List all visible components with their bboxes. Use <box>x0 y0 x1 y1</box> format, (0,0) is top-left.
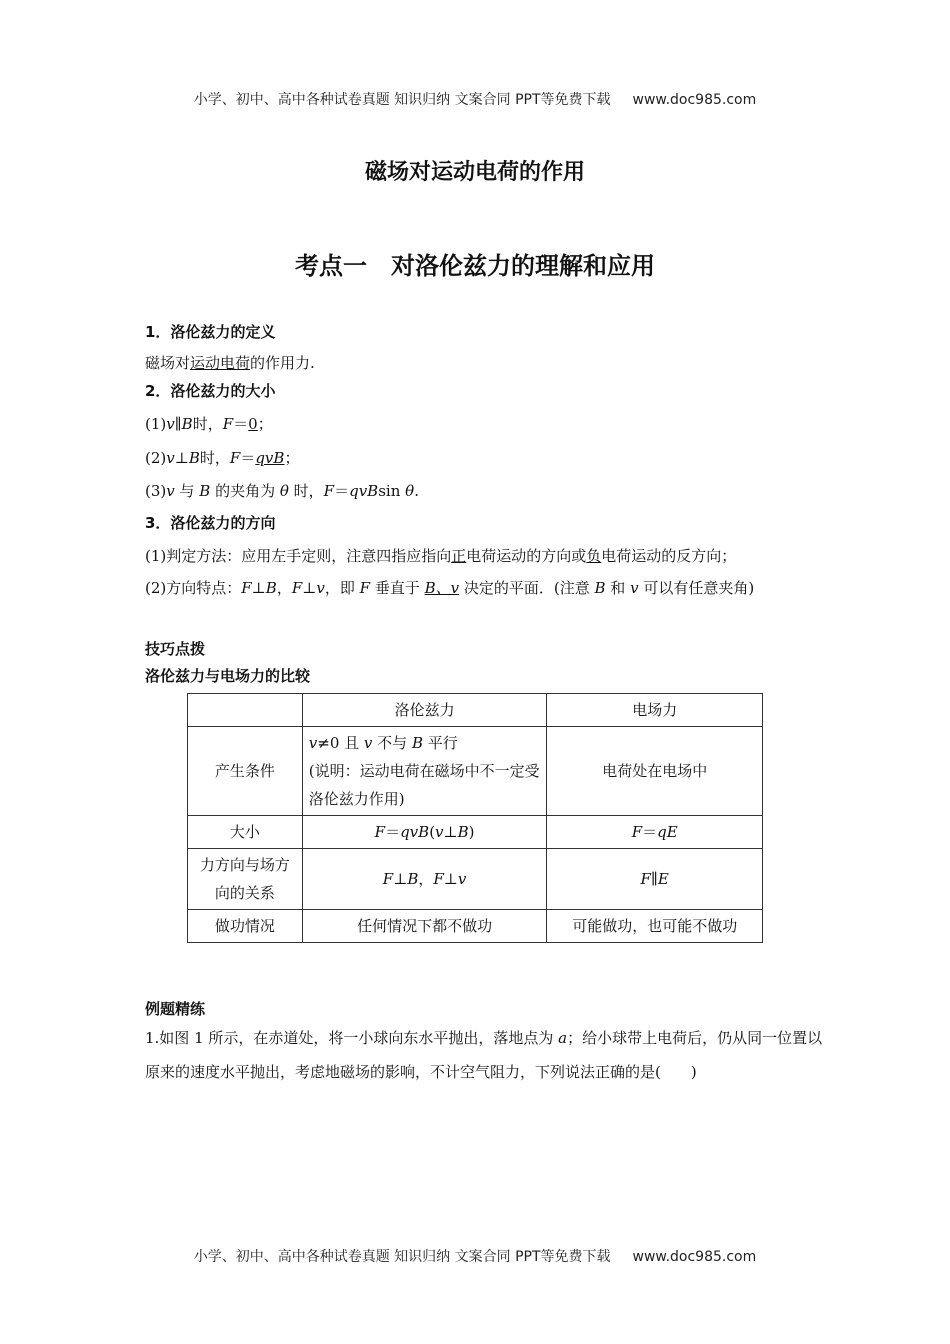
r1-B: B <box>411 734 423 752</box>
row-label: 大小 <box>188 816 303 849</box>
r2-perp: ⊥ <box>443 823 458 841</box>
r3-p2: ⊥ <box>443 870 458 888</box>
r3-eE: E <box>657 870 669 888</box>
s2l2-a: (2) <box>145 449 167 467</box>
s2l2-F: F <box>229 449 241 467</box>
s2-heading: 2．洛伦兹力的大小 <box>145 382 276 400</box>
s3-line1 <box>145 545 825 567</box>
s3l2-p3: ⊥ <box>302 579 317 597</box>
table-header-cell <box>188 694 303 727</box>
page-footer <box>0 1246 950 1266</box>
s3l2-B1: B <box>265 579 277 597</box>
s2l2-b: ⊥ <box>174 449 189 467</box>
document-title: 磁场对运动电荷的作用 <box>364 160 585 185</box>
row-label: 产生条件 <box>188 727 303 816</box>
r1-end: 平行 <box>422 734 458 752</box>
s1-pre: 磁场对 <box>145 354 191 372</box>
s2l3-theta: θ <box>279 482 289 500</box>
example-pre: 1.如图 1 所示，在赤道处，将一小球向东水平抛出，落地点为 <box>145 1029 559 1047</box>
s1-heading: 1．洛伦兹力的定义 <box>145 323 276 341</box>
s2l3-B: B <box>199 482 211 500</box>
r1-v2: v <box>363 734 373 752</box>
lorentz-cell <box>302 816 547 849</box>
r3-c: ， <box>418 870 434 888</box>
r1-ne: ≠0 且 <box>317 734 364 752</box>
s3l2-p8: 可以有任意夹角) <box>638 579 755 597</box>
page-header <box>0 89 950 109</box>
table-row <box>188 849 763 910</box>
s2-line3 <box>145 480 825 502</box>
s3l1-c: 电荷运动的反方向； <box>601 547 737 565</box>
s2l2-eq: ＝ <box>240 449 256 467</box>
r2-eeq: ＝ <box>642 823 658 841</box>
example-a: a <box>558 1029 568 1047</box>
r2-qvB: qvB <box>400 823 430 841</box>
s3l2-p6: 决定的平面．(注意 <box>459 579 595 597</box>
s2l2-val: qvB <box>255 449 285 467</box>
s3l2-p1: ⊥ <box>251 579 266 597</box>
tips-subheading: 洛伦兹力与电场力的比较 <box>145 667 311 685</box>
table-header-cell: 电场力 <box>547 694 763 727</box>
electric-cell <box>547 816 763 849</box>
s2l1-b: ∥ <box>174 415 182 433</box>
r3-p1: ⊥ <box>393 870 408 888</box>
s2l1-eq: ＝ <box>233 415 249 433</box>
r2-eqE: qE <box>657 823 678 841</box>
r2-p1: ( <box>429 823 436 841</box>
r2-eF: F <box>631 823 643 841</box>
comparison-table <box>187 693 763 943</box>
s3l2-u: B、v <box>424 579 460 597</box>
section-title: 考点一 对洛伦兹力的理解和应用 <box>295 252 655 280</box>
s2l3-a: (3) <box>145 482 167 500</box>
row-label: 做功情况 <box>188 910 303 943</box>
footer-site[interactable]: www.doc985.com <box>632 1249 757 1265</box>
s2l3-eq: ＝ <box>334 482 350 500</box>
s2l1-c: 时， <box>192 415 223 433</box>
s2l2-c: 时， <box>199 449 230 467</box>
s3-line2 <box>145 577 825 599</box>
s2l2-B: B <box>188 449 200 467</box>
s2-line1 <box>145 413 825 435</box>
s3l1-a: (1)判定方法：应用左手定则，注意四指应指向 <box>145 547 452 565</box>
r2-F: F <box>374 823 386 841</box>
s3l2-v2: v <box>630 579 639 597</box>
electric-cell: 电荷处在电场中 <box>547 727 763 816</box>
s2l3-theta2: θ <box>405 482 415 500</box>
example-question <box>145 1021 825 1089</box>
r2-eq: ＝ <box>385 823 401 841</box>
s1-underline: 运动电荷 <box>190 354 251 372</box>
s2l1-v: v <box>166 415 175 433</box>
lorentz-note: (说明：运动电荷在磁场中不一定受洛伦兹力作用) <box>308 762 540 808</box>
s3l2-a: (2)方向特点： <box>145 579 242 597</box>
row-label: 力方向与场方向的关系 <box>188 849 303 910</box>
header-text: 小学、初中、高中各种试卷真题 知识归纳 文案合同 PPT等免费下载 <box>193 92 611 108</box>
s2l1-B: B <box>181 415 193 433</box>
s2l3-v: v <box>166 482 175 500</box>
r3-F2: F <box>433 870 444 888</box>
table-row <box>188 816 763 849</box>
r1-v: v <box>308 734 318 752</box>
s3l2-B2: B <box>594 579 606 597</box>
r3-epar: ∥ <box>650 870 658 888</box>
r2-B: B <box>457 823 469 841</box>
r3-eF: F <box>640 870 651 888</box>
s3l2-F1: F <box>241 579 252 597</box>
s2l3-d: 时， <box>288 482 324 500</box>
s2l1-end: ； <box>257 415 273 433</box>
s2l3-end: . <box>414 482 419 500</box>
table-row <box>188 910 763 943</box>
s3l1-u2: 负 <box>586 547 602 565</box>
s2l3-c: 的夹角为 <box>210 482 280 500</box>
lorentz-cell: 任何情况下都不做功 <box>302 910 547 943</box>
r3-B: B <box>407 870 419 888</box>
s3l2-p4: ，即 <box>324 579 360 597</box>
r2-p2: ) <box>468 823 475 841</box>
table-row <box>188 727 763 816</box>
s3l2-p5: 垂直于 <box>370 579 425 597</box>
lorentz-cell <box>302 849 547 910</box>
s1-post: 的作用力. <box>250 354 315 372</box>
s3l1-b: 电荷运动的方向或 <box>466 547 587 565</box>
s3l2-p7: 和 <box>605 579 631 597</box>
s3l1-u1: 正 <box>451 547 467 565</box>
example-post: ；给小球带上电荷后，仍从同一位置以原来的速度水平抛出，考虑地磁场的影响，不计空气阻力，下列说法正确的是( ) <box>145 1029 823 1081</box>
footer-text: 小学、初中、高中各种试卷真题 知识归纳 文案合同 PPT等免费下载 <box>193 1249 611 1265</box>
table-header-row <box>188 694 763 727</box>
s1-text <box>145 352 825 374</box>
s3l2-F3: F <box>359 579 371 597</box>
s3-heading: 3．洛伦兹力的方向 <box>145 514 276 532</box>
s2l1-F: F <box>222 415 234 433</box>
s2l3-F: F <box>323 482 335 500</box>
example-heading: 例题精练 <box>145 1000 206 1018</box>
s2l1-a: (1) <box>145 415 167 433</box>
s3l2-v1: v <box>316 579 325 597</box>
s2l3-sin: sin <box>378 482 406 500</box>
electric-cell <box>547 849 763 910</box>
s2-line2 <box>145 447 825 469</box>
s2l3-b: 与 <box>174 482 200 500</box>
tips-heading: 技巧点拨 <box>145 640 206 658</box>
s3l2-p2: ， <box>276 579 292 597</box>
table-header-cell: 洛伦兹力 <box>302 694 547 727</box>
s3l2-F2: F <box>291 579 303 597</box>
header-site[interactable]: www.doc985.com <box>632 92 757 108</box>
electric-cell: 可能做功，也可能不做功 <box>547 910 763 943</box>
r3-v: v <box>457 870 467 888</box>
lorentz-cell <box>302 727 547 816</box>
s2l2-end: ； <box>284 449 300 467</box>
r3-F1: F <box>382 870 394 888</box>
s2l2-v: v <box>166 449 175 467</box>
s2l3-qvB: qvB <box>349 482 379 500</box>
lorentz-condition <box>309 729 541 757</box>
s2l1-val: 0 <box>248 415 258 433</box>
r1-mid: 不与 <box>372 734 412 752</box>
r2-v: v <box>435 823 444 841</box>
